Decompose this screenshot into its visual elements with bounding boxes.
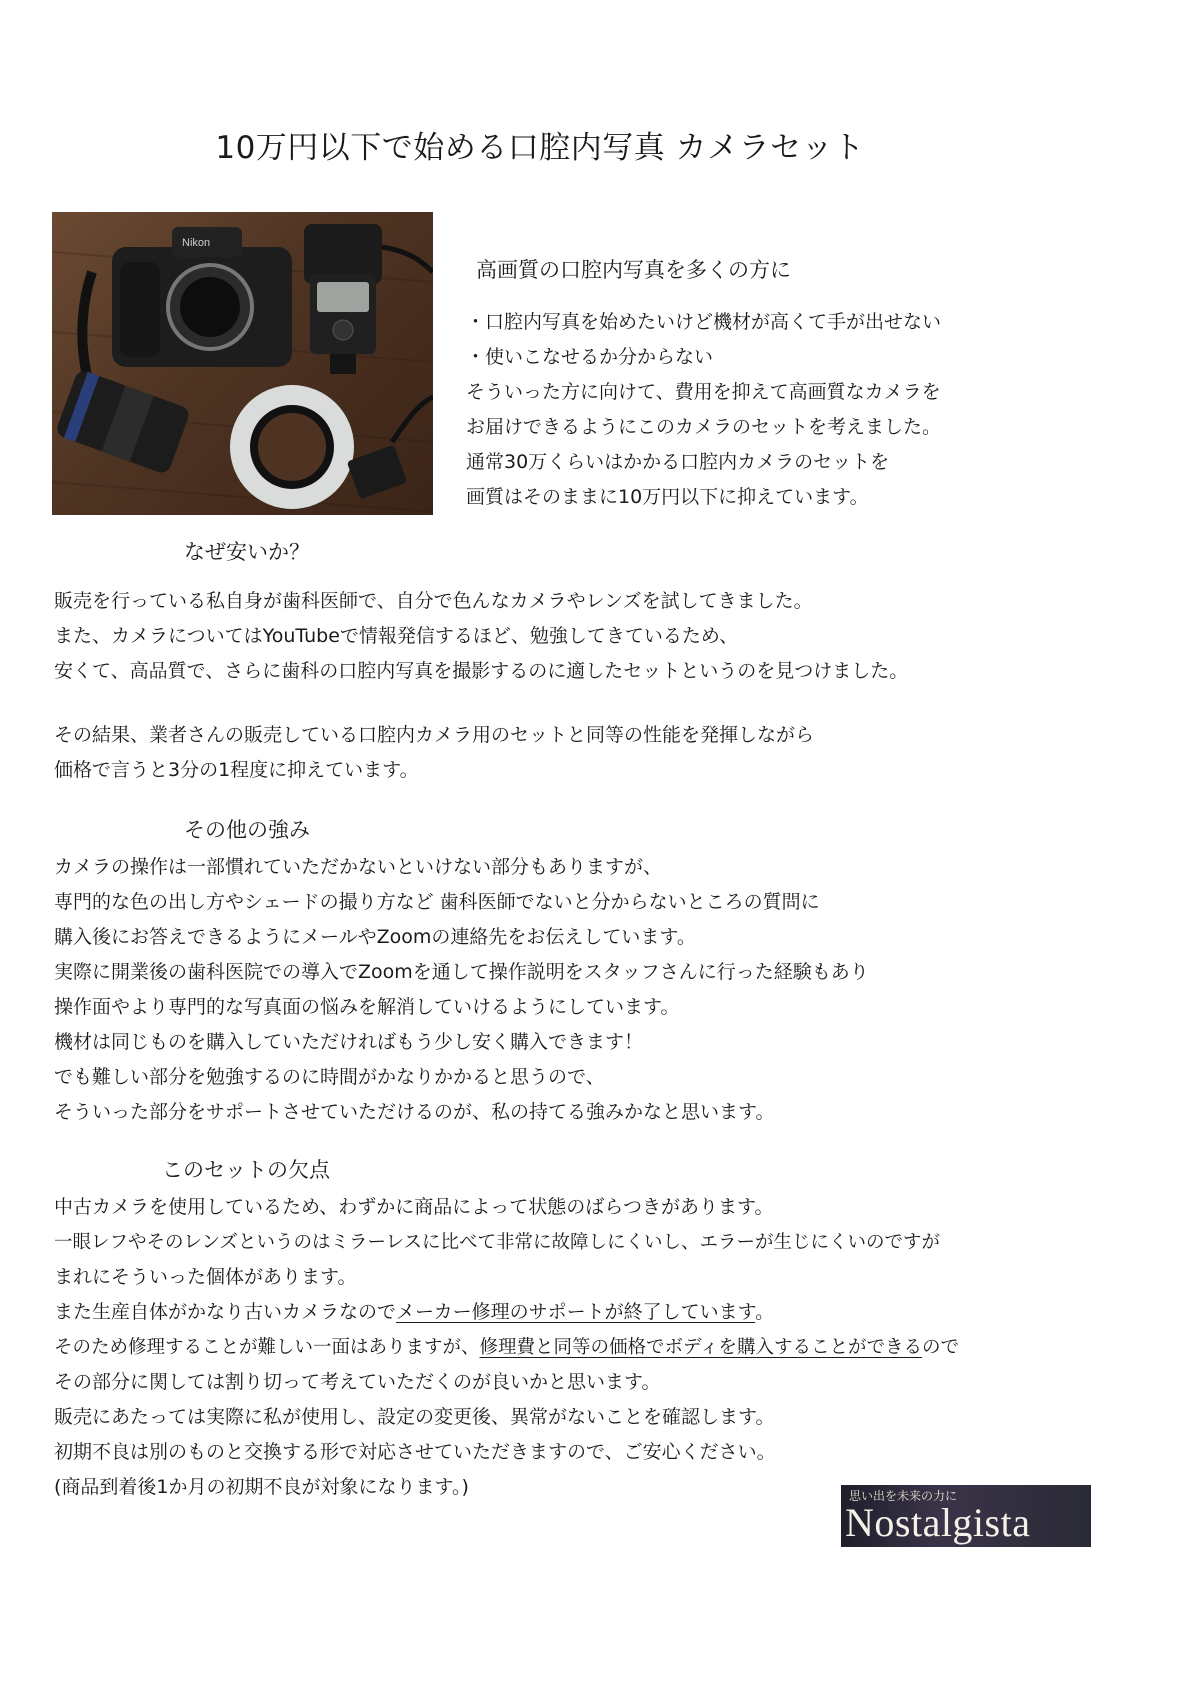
intro-line: そういった方に向けて、費用を抑えて高画質なカメラを (466, 381, 941, 403)
logo-name: Nostalgista (845, 1500, 1031, 1545)
nostalgista-logo (841, 1485, 1091, 1547)
why-cheap-heading: なぜ安いか？ (184, 540, 310, 564)
paragraph-line: 実際に開業後の歯科医院での導入でZoomを通して操作説明をスタッフさんに行った経験もあり (54, 961, 869, 983)
camera-brand-text: Nikon (182, 237, 211, 249)
paragraph-line: 機材は同じものを購入していただければもう少し安く購入できます！ (54, 1031, 644, 1053)
paragraph-line: 販売にあたっては実際に私が使用し、設定の変更後、異常がないことを確認します。 (54, 1406, 775, 1428)
paragraph-line: 価格で言うと3分の1程度に抑えています。 (54, 759, 419, 781)
paragraph-line: 販売を行っている私自身が歯科医師で、自分で色んなカメラやレンズを試してきました。 (54, 590, 813, 612)
lens-shape (55, 368, 192, 475)
intro-text (466, 305, 941, 515)
flash-unit-shape (304, 224, 433, 374)
camera-set-photo (52, 212, 433, 515)
paragraph-line (54, 1330, 959, 1365)
text-span: ので (922, 1337, 960, 1358)
paragraph-line: そういった部分をサポートさせていただけるのが、私の持てる強みかなと思います。 (54, 1101, 775, 1123)
intro-line: ・使いこなせるか分からない (466, 346, 714, 368)
page-title: 10万円以下で始める口腔内写真 カメラセット (215, 130, 865, 166)
paragraph-line: 専門的な色の出し方やシェードの撮り方など 歯科医師でないと分からないところの質問に (54, 891, 820, 913)
ring-flash-shape (230, 385, 433, 509)
intro-line: お届けできるようにこのカメラのセットを考えました。 (466, 416, 942, 438)
paragraph-line: 安くて、高品質で、さらに歯科の口腔内写真を撮影するのに適したセットというのを見つけました。 (54, 660, 909, 682)
underlined-text: 修理費と同等の価格でボディを購入することができる (479, 1337, 923, 1358)
underlined-text: メーカー修理のサポートが終了しています (396, 1301, 756, 1323)
strengths-text (54, 850, 869, 1130)
paragraph-line: 一眼レフやそのレンズというのはミラーレスに比べて非常に故障しにくいし、エラーが生じにくいのですが (54, 1232, 941, 1253)
drawbacks-heading: このセットの欠点 (162, 1158, 330, 1182)
paragraph-line: その部分に関しては割り切って考えていただくのが良いかと思います。 (54, 1371, 661, 1393)
why-cheap-paragraph-2 (54, 718, 814, 788)
paragraph-line: 操作面やより専門的な写真面の悩みを解消していけるようにしています。 (54, 996, 680, 1018)
intro-line: 通常30万くらいはかかる口腔内カメラのセットを (466, 451, 890, 473)
paragraph-line: (商品到着後1か月の初期不良が対象になります。) (54, 1476, 469, 1498)
paragraph-line: また、カメラについてはYouTubeで情報発信するほど、勉強してきているため、 (54, 625, 739, 647)
paragraph-line: 購入後にお答えできるようにメールやZoomの連絡先をお伝えしています。 (54, 926, 696, 948)
paragraph-line: でも難しい部分を勉強するのに時間がかなりかかると思うので、 (54, 1066, 605, 1088)
intro-heading: 高画質の口腔内写真を多くの方に (476, 258, 791, 282)
paragraph-line: まれにそういった個体があります。 (54, 1266, 357, 1288)
text-span: また生産自体がかなり古いカメラなので (54, 1301, 397, 1323)
paragraph-line (54, 1295, 959, 1330)
strengths-heading: その他の強み (184, 818, 310, 842)
paragraph-line: 中古カメラを使用しているため、わずかに商品によって状態のばらつきがあります。 (54, 1196, 774, 1218)
logo-tagline: 思い出を未来の力に (849, 1489, 958, 1503)
why-cheap-paragraph-1 (54, 584, 908, 689)
paragraph-line: 初期不良は別のものと交換する形で対応させていただきますので、ご安心ください。 (54, 1441, 776, 1463)
intro-line: ・口腔内写真を始めたいけど機材が高くて手が出せない (466, 311, 942, 333)
text-span: そのため修理することが難しい一面はありますが、 (54, 1337, 480, 1358)
paragraph-line: その結果、業者さんの販売している口腔内カメラ用のセットと同等の性能を発揮しながら (54, 724, 815, 746)
text-span: 。 (755, 1301, 775, 1323)
drawbacks-text (54, 1190, 959, 1505)
camera-body-shape (112, 227, 292, 367)
intro-line: 画質はそのままに10万円以下に抑えています。 (466, 486, 869, 508)
paragraph-line: カメラの操作は一部慣れていただかないといけない部分もありますが、 (54, 856, 663, 878)
camera-set-illustration (52, 212, 433, 515)
